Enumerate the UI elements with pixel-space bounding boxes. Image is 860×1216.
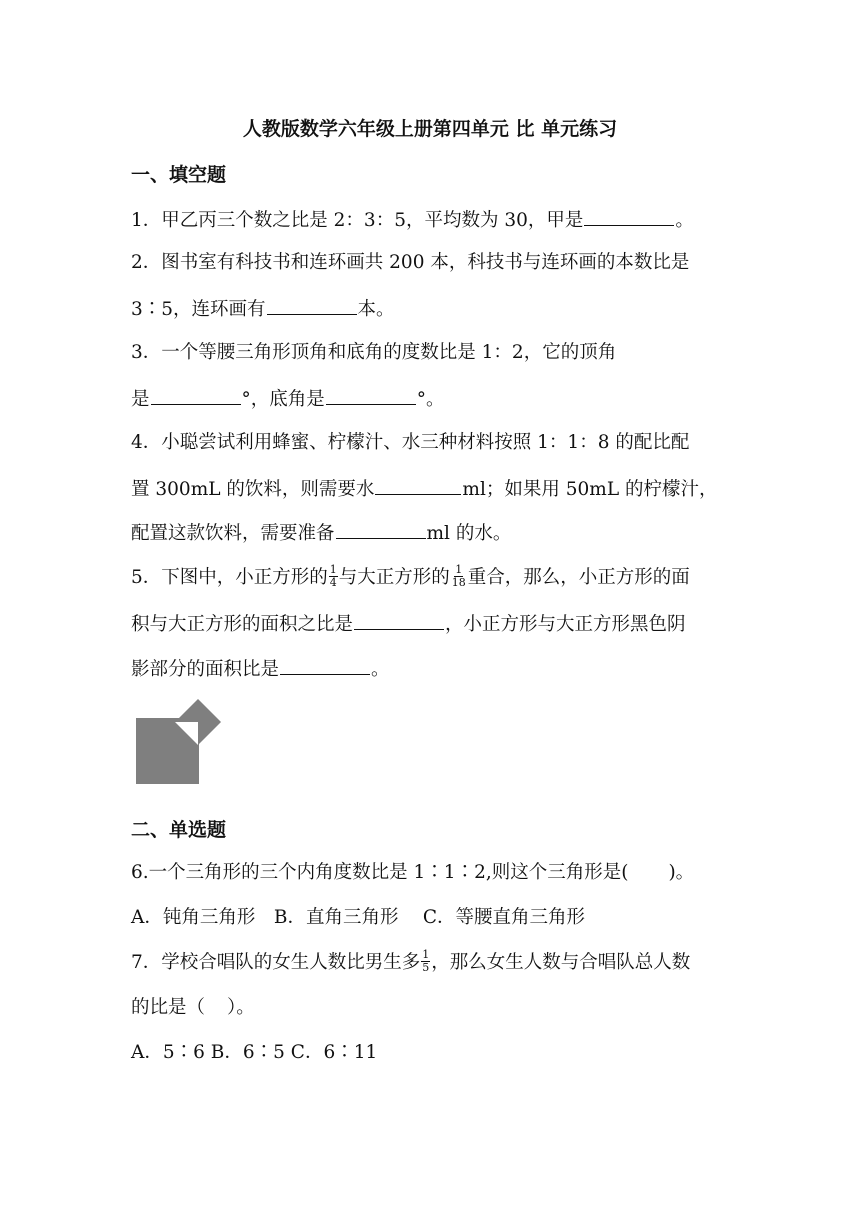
section-heading-fill: 一、填空题 — [131, 164, 227, 186]
question-4-line-3: 配置这款饮料，需要准备 ml 的水。 — [131, 518, 511, 548]
question-7-line-2: 的比是（ ）。 — [131, 997, 255, 1018]
question-5-line-1: 5．下图中，小正方形的 $\frac{1}{4}$ 与大正方形的 $\frac{1}{18}$ 重合，那么，小正方形的面 — [131, 562, 690, 589]
fraction: $\frac{1}{5}$ — [422, 947, 430, 974]
question-2-line-2: 3∶5，连环画有 本。 — [131, 294, 395, 324]
fraction: $\frac{1}{4}$ — [329, 562, 337, 589]
answer-blank[interactable] — [375, 474, 461, 495]
answer-blank[interactable] — [280, 654, 370, 675]
answer-blank[interactable] — [326, 384, 416, 405]
question-3-line-1: 3．一个等腰三角形顶角和底角的度数比是 1：2，它的顶角 — [131, 342, 617, 363]
question-6-options: A．钝角三角形 B．直角三角形 C．等腰直角三角形 — [131, 907, 585, 928]
question-1: 1．甲乙丙三个数之比是 2：3：5，平均数为 30，甲是 。 — [131, 205, 694, 235]
page-title: 人教版数学六年级上册第四单元 比 单元练习 — [242, 118, 618, 140]
question-5-line-3: 影部分的面积比是 。 — [131, 654, 390, 684]
answer-blank[interactable] — [267, 294, 357, 315]
question-3-line-2: 是 °，底角是 °。 — [131, 384, 445, 414]
question-4-line-2: 置 300mL 的饮料，则需要水 ml；如果用 50mL 的柠檬汁， — [131, 474, 718, 504]
overlapping-squares-figure — [134, 697, 226, 789]
question-2-line-1: 2．图书室有科技书和连环画共 200 本，科技书与连环画的本数比是 — [131, 252, 690, 273]
section-heading-choice: 二、单选题 — [131, 819, 227, 841]
question-7-options: A．5∶6 B．6∶5 C．6∶11 — [131, 1042, 378, 1063]
answer-blank[interactable] — [354, 609, 444, 630]
answer-blank[interactable] — [336, 518, 426, 539]
answer-blank[interactable] — [584, 205, 674, 226]
question-6: 6.一个三角形的三个内角度数比是 1∶1∶2,则这个三角形是( )。 — [131, 862, 695, 883]
question-4-line-1: 4．小聪尝试利用蜂蜜、柠檬汁、水三种材料按照 1：1：8 的配比配 — [131, 432, 690, 453]
question-7-line-1: 7．学校合唱队的女生人数比男生多 $\frac{1}{5}$ ，那么女生人数与合唱队总人数 — [131, 947, 691, 974]
question-5-line-2: 积与大正方形的面积之比是 ，小正方形与大正方形黑色阴 — [131, 609, 686, 639]
fraction: $\frac{1}{18}$ — [451, 562, 466, 589]
answer-blank[interactable] — [151, 384, 241, 405]
